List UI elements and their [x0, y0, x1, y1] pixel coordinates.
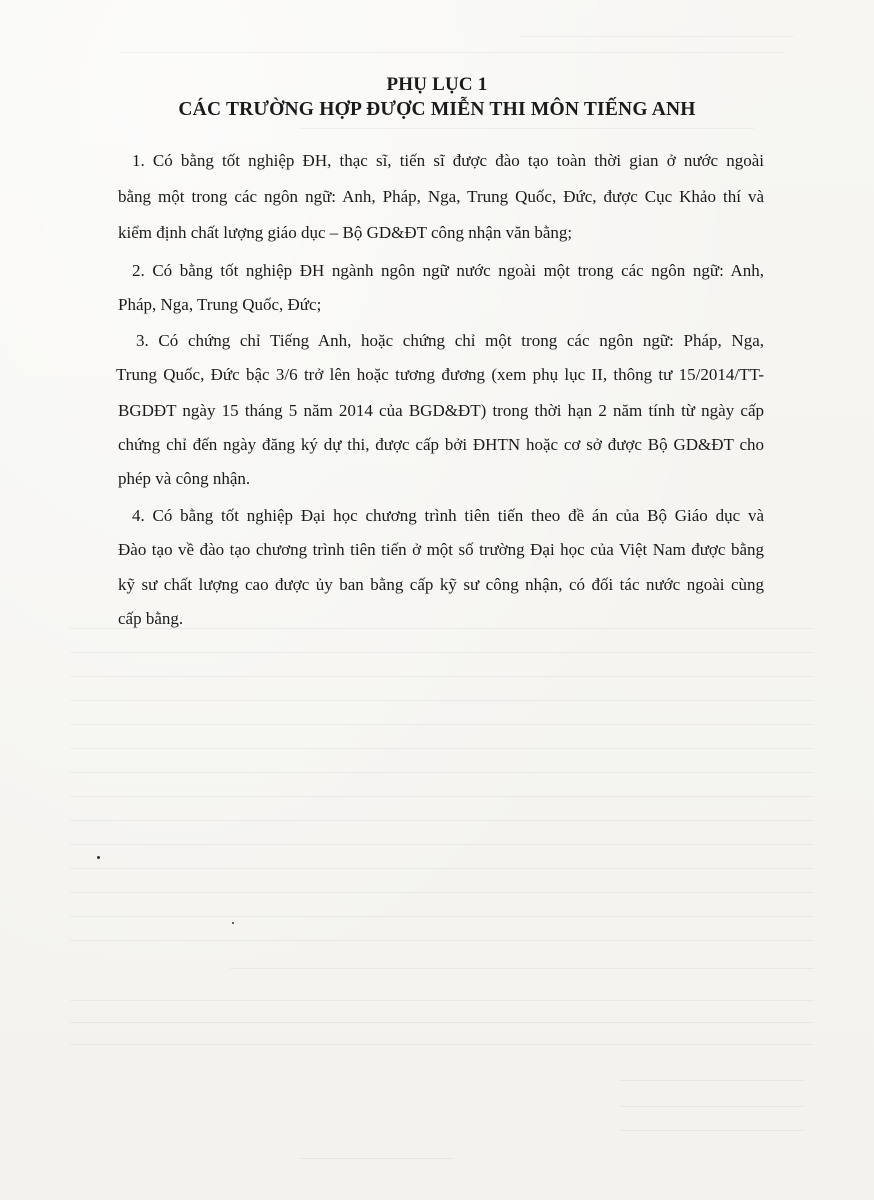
bleed-through-line	[70, 1022, 814, 1023]
bleed-through-line	[70, 676, 814, 677]
bleed-through-line	[70, 652, 814, 653]
bleed-through-line	[70, 916, 814, 917]
paragraph-line: kỹ sư chất lượng cao được ủy ban bằng cấp kỹ sư công nhận, có đối tác nước ngoài cùng	[118, 575, 764, 594]
bleed-through-line	[120, 52, 784, 53]
bleed-through-line	[620, 1106, 804, 1107]
bleed-through-line	[520, 36, 794, 37]
paragraph-line: 2. Có bằng tốt nghiệp ĐH ngành ngôn ngữ nước ngoài một trong các ngôn ngữ: Anh,	[132, 261, 764, 280]
bleed-through-line	[300, 128, 754, 129]
paragraph-line: BGDĐT ngày 15 tháng 5 năm 2014 của BGD&ĐT) trong thời hạn 2 năm tính từ ngày cấp	[118, 401, 764, 420]
bleed-through-line	[70, 724, 814, 725]
paragraph-line: bằng một trong các ngôn ngữ: Anh, Pháp, Nga, Trung Quốc, Đức, được Cục Khảo thí và	[118, 187, 764, 206]
paragraph-line: Pháp, Nga, Trung Quốc, Đức;	[118, 295, 322, 314]
bleed-through-line	[70, 844, 814, 845]
paragraph-line: Trung Quốc, Đức bậc 3/6 trở lên hoặc tương đương (xem phụ lục II, thông tư 15/2014/TT-	[116, 365, 764, 384]
paragraph-line: kiểm định chất lượng giáo dục – Bộ GD&ĐT công nhận văn bằng;	[118, 223, 573, 242]
paragraph-line: phép và công nhận.	[118, 469, 251, 488]
bleed-through-line	[70, 748, 814, 749]
bleed-through-line	[70, 772, 814, 773]
bleed-through-line	[70, 700, 814, 701]
bleed-through-line	[70, 892, 814, 893]
scan-speck	[97, 856, 100, 859]
bleed-through-line	[70, 868, 814, 869]
scan-speck	[232, 922, 234, 924]
appendix-title: PHỤ LỤC 1	[386, 74, 488, 95]
bleed-through-line	[230, 968, 814, 969]
bleed-through-line	[70, 820, 814, 821]
paragraph-line: cấp bằng.	[118, 609, 184, 628]
appendix-subtitle: CÁC TRƯỜNG HỢP ĐƯỢC MIỄN THI MÔN TIẾNG ANH	[178, 99, 696, 120]
bleed-through-line	[620, 1130, 804, 1131]
bleed-through-line	[620, 1080, 804, 1081]
paragraph-line: Đào tạo về đào tạo chương trình tiên tiến ở một số trường Đại học của Việt Nam được bằng	[118, 540, 764, 559]
bleed-through-line	[300, 1158, 454, 1159]
bleed-through-line	[70, 940, 814, 941]
bleed-through-line	[70, 1000, 814, 1001]
paragraph-line: 3. Có chứng chỉ Tiếng Anh, hoặc chứng chỉ một trong các ngôn ngữ: Pháp, Nga,	[136, 331, 764, 350]
paragraph-line: chứng chỉ đến ngày đăng ký dự thi, được cấp bởi ĐHTN hoặc cơ sở được Bộ GD&ĐT cho	[118, 435, 764, 454]
bleed-through-line	[70, 796, 814, 797]
paragraph-line: 4. Có bằng tốt nghiệp Đại học chương trình tiên tiến theo đề án của Bộ Giáo dục và	[132, 506, 764, 525]
paragraph-line: 1. Có bằng tốt nghiệp ĐH, thạc sĩ, tiến sĩ được đào tạo toàn thời gian ở nước ngoài	[132, 151, 764, 170]
bleed-through-line	[70, 1044, 814, 1045]
